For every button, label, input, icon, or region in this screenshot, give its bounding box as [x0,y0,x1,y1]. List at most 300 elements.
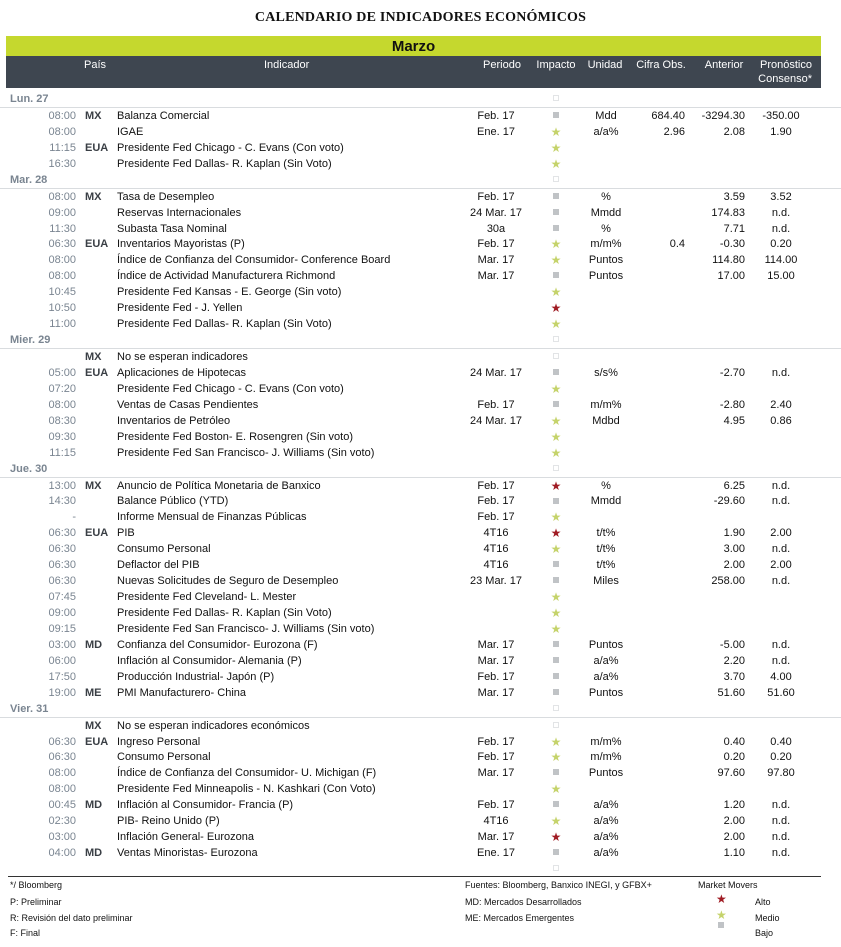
table-row [0,845,841,861]
table-row [0,189,841,205]
cifra-cell: 684.40 [651,109,685,122]
period-cell: 4T16 [483,527,509,540]
col-indicador: Indicador [264,59,310,71]
time-cell: 14:30 [48,495,76,508]
indicator-cell: PIB [117,527,135,540]
period-cell: 24 Mar. 17 [470,414,522,427]
indicator-cell: Inflación al Consumidor- Francia (P) [117,799,294,812]
table-row [0,797,841,813]
indicator-cell: Índice de Actividad Manufacturera Richmond [117,270,336,283]
time-cell: 11:15 [49,446,76,459]
col-impacto: Impacto [536,59,576,71]
impact-medio-star-icon: ★ [550,750,562,765]
time-cell: 13:00 [48,479,76,492]
impact-bajo-square-icon [546,797,566,813]
period-cell: Feb. 17 [477,799,515,812]
pronostico-cell: 97.80 [767,767,795,780]
pronostico-cell: 15.00 [767,270,795,283]
unit-cell: % [601,479,611,492]
page-title: CALENDARIO DE INDICADORES ECONÓMICOS [254,10,587,25]
day-row [0,91,841,108]
unit-cell: Mdbd [592,414,620,427]
table-row [0,381,841,397]
table-row [0,605,841,621]
unit-cell: a/a% [593,670,619,683]
anterior-cell: 3.59 [723,190,745,203]
time-cell: 08:00 [48,125,76,138]
indicator-cell: PIB- Reino Unido (P) [117,815,220,828]
footer [8,876,821,938]
period-cell: Feb. 17 [477,495,515,508]
anterior-cell: 3.00 [723,543,745,556]
legend-bajo: Bajo [755,928,774,938]
period-cell: Feb. 17 [477,398,515,411]
impact-bajo-square-icon [546,205,566,221]
time-cell: 08:00 [48,783,76,796]
indicator-cell: Inventarios de Petróleo [117,414,231,427]
pronostico-cell: n.d. [771,206,791,219]
unit-cell: a/a% [593,125,619,138]
impact-bajo-square-icon [546,365,566,381]
table-row [0,252,841,268]
country-cell: MX [85,719,102,732]
unit-cell: % [601,222,611,235]
anterior-cell: 1.90 [723,527,745,540]
table-row [0,205,841,221]
cifra-cell: 2.96 [663,125,685,138]
pronostico-cell: 51.60 [767,686,795,699]
indicator-cell: Subasta Tasa Nominal [117,222,227,235]
anterior-cell: -0.30 [719,238,745,251]
period-cell: Mar. 17 [477,270,515,283]
table-row [0,653,841,669]
indicator-cell: Presidente Fed Kansas - E. George (Sin voto) [117,286,342,299]
day-row [0,172,841,189]
period-cell: 4T16 [483,559,509,572]
period-cell: Ene. 17 [477,847,515,860]
impact-bajo-square-icon [546,268,566,284]
indicator-cell: Presidente Fed Cleveland- L. Mester [117,591,297,604]
impact-medio-star-icon: ★ [550,253,562,268]
impact-medio-star-icon: ★ [550,317,562,332]
unit-cell: a/a% [593,654,619,667]
footnote-revision: R: Revisión del dato preliminar [10,913,133,923]
unit-cell: t/t% [596,543,616,556]
indicator-cell: Deflactor del PIB [117,559,200,572]
country-cell: EUA [85,735,109,748]
pronostico-cell: 4.00 [770,670,792,683]
pronostico-cell: n.d. [771,575,791,588]
anterior-cell: 7.71 [723,222,745,235]
country-cell: MX [85,479,102,492]
unit-cell: a/a% [593,847,619,860]
table-row [0,365,841,381]
table-row [0,397,841,413]
impact-medio-star-icon: ★ [550,782,562,797]
country-cell: MX [85,351,102,363]
day-label: Lun. 27 [10,93,49,105]
col-unidad: Unidad [587,59,623,71]
pronostico-cell: n.d. [771,222,791,235]
impact-medio-star-icon: ★ [550,606,562,620]
day-row [0,332,841,349]
footnote-preliminar: P: Preliminar [10,897,62,907]
table-row [0,236,841,252]
indicator-cell: Presidente Fed San Francisco- J. Williams (Sin voto) [117,622,375,635]
time-cell: 06:30 [48,735,76,748]
country-cell: MD [85,847,103,860]
indicator-cell: Nuevas Solicitudes de Seguro de Desempleo [117,575,339,588]
cifra-cell: 0.4 [669,238,685,251]
impact-alto-star-icon: ★ [550,301,562,316]
impact-bajo-square-icon [546,765,566,781]
period-cell: Feb. 17 [477,735,515,748]
anterior-cell: 97.60 [717,767,745,780]
table-row [0,493,841,509]
unit-cell: m/m% [590,238,622,251]
indicator-cell: Tasa de Desempleo [117,190,215,203]
pronostico-cell: n.d. [771,831,791,844]
unit-cell: Puntos [588,638,624,651]
table-row [0,525,841,541]
unit-cell: t/t% [596,559,616,572]
table-row [0,669,841,685]
time-cell: 06:30 [48,751,76,764]
anterior-cell: 1.10 [723,847,745,860]
impact-empty-icon [546,91,566,107]
table-row [0,813,841,829]
impact-medio-star-icon: ★ [550,156,562,171]
anterior-cell: 4.95 [723,414,745,427]
indicator-cell: No se esperan indicadores [117,351,248,363]
time-cell: 08:00 [48,190,76,203]
legend-title: Market Movers [698,880,758,890]
impact-medio-star-icon: ★ [550,445,562,460]
pronostico-cell: n.d. [771,654,791,667]
anterior-cell: -3294.30 [701,109,745,122]
unit-cell: m/m% [590,735,622,748]
impact-alto-star-icon: ★ [550,478,562,493]
table-row [0,749,841,765]
impact-bajo-square-icon [546,108,566,124]
table-row [0,621,841,637]
impact-bajo-square-icon [546,685,566,701]
pronostico-cell: n.d. [771,543,791,556]
table-row [0,734,841,750]
pronostico-cell: 0.86 [770,414,792,427]
footnote-fuentes: Fuentes: Bloomberg, Banxico INEGI, y GFBX+ [465,880,652,890]
legend-alto: Alto [755,897,771,907]
pronostico-cell: 0.40 [770,735,792,748]
table-row [0,140,841,156]
table-row [0,108,841,124]
impact-medio-star-icon: ★ [550,124,562,139]
table-row [0,413,841,429]
anterior-cell: 0.20 [723,751,745,764]
table-row [0,829,841,845]
unit-cell: Mdd [595,109,617,122]
impact-medio-star-icon: ★ [550,413,562,428]
pronostico-cell: n.d. [771,366,791,379]
impact-empty-icon [546,172,566,188]
table-row [0,685,841,701]
unit-cell: Puntos [588,254,624,267]
indicator-cell: Presidente Fed Minneapolis - N. Kashkari (Con Voto) [117,783,376,796]
time-cell: 19:00 [48,686,76,699]
time-cell: 11:00 [49,318,76,331]
period-cell: 24 Mar. 17 [470,206,522,219]
indicator-cell: Informe Mensual de Finanzas Públicas [117,511,307,524]
period-cell: 24 Mar. 17 [470,366,522,379]
impact-alto-star-icon: ★ [550,526,562,541]
day-row [0,701,841,718]
impact-medio-star-icon: ★ [550,429,562,444]
table-row [0,557,841,573]
indicator-cell: Inflación General- Eurozona [117,831,254,844]
pronostico-cell: 1.90 [770,125,792,138]
anterior-cell: 6.25 [723,479,745,492]
anterior-cell: 17.00 [717,270,745,283]
pronostico-cell: 2.00 [770,559,792,572]
table-row [0,861,841,877]
unit-cell: a/a% [593,815,619,828]
time-cell: 06:30 [48,238,76,251]
time-cell: 08:00 [48,398,76,411]
anterior-cell: 2.08 [723,125,745,138]
period-cell: Mar. 17 [477,767,515,780]
time-cell: 10:45 [48,286,76,299]
indicator-cell: Presidente Fed Chicago - C. Evans (Con voto) [117,141,344,154]
table-row [0,268,841,284]
day-label: Vier. 31 [10,702,49,715]
legend-bajo-icon [718,922,724,928]
impact-medio-star-icon: ★ [550,542,562,557]
day-label: Jue. 30 [10,462,48,475]
indicator-cell: Producción Industrial- Japón (P) [117,670,275,683]
indicator-cell: Ventas Minoristas- Eurozona [117,847,258,860]
time-cell: 08:30 [48,414,76,427]
unit-cell: Mmdd [590,495,622,508]
table-row [0,765,841,781]
country-cell: MD [85,638,103,651]
impact-bajo-square-icon [546,557,566,573]
indicator-cell: PMI Manufacturero- China [117,686,246,699]
unit-cell: % [601,190,611,203]
indicator-cell: Balanza Comercial [117,109,210,122]
impact-bajo-square-icon [546,669,566,685]
pronostico-cell: n.d. [771,815,791,828]
footnote-md: MD: Mercados Desarrollados [465,897,582,907]
time-cell: 06:30 [48,543,76,556]
anterior-cell: -2.70 [719,366,745,379]
legend-medio: Medio [755,913,780,923]
col-consenso: Consenso* [758,73,812,85]
unit-cell: m/m% [590,751,622,764]
unit-cell: Puntos [588,270,624,283]
period-cell: Feb. 17 [477,670,515,683]
time-cell: 06:30 [48,575,76,588]
col-pais: País [84,59,107,71]
period-cell: Feb. 17 [477,190,515,203]
day-label: Mier. 29 [10,334,51,347]
unit-cell: Miles [593,575,619,588]
pronostico-cell: n.d. [771,479,791,492]
period-cell: Ene. 17 [477,125,515,138]
anterior-cell: -29.60 [713,495,745,508]
table-row [0,445,841,461]
period-cell: 4T16 [483,815,509,828]
table-row [0,316,841,332]
time-cell: 09:30 [48,430,76,443]
period-cell: 23 Mar. 17 [470,575,522,588]
table-row [0,300,841,316]
time-cell: 11:30 [49,222,76,235]
impact-medio-star-icon: ★ [550,621,562,636]
pronostico-cell: 2.40 [770,398,792,411]
unit-cell: a/a% [593,799,619,812]
anterior-cell: -2.80 [719,398,745,411]
period-cell: Mar. 17 [477,831,515,844]
footnote-me: ME: Mercados Emergentes [465,913,575,923]
period-cell: Mar. 17 [477,254,515,267]
pronostico-cell: 2.00 [770,527,792,540]
footnote-bloomberg: */ Bloomberg [10,880,63,890]
indicator-cell: Inventarios Mayoristas (P) [117,238,245,251]
impact-bajo-square-icon [546,493,566,509]
impact-medio-star-icon: ★ [550,237,562,252]
country-cell: EUA [85,527,109,540]
pronostico-cell: n.d. [771,495,791,508]
time-cell: 04:00 [48,847,76,860]
time-cell: 07:20 [48,382,76,395]
unit-cell: t/t% [596,527,616,540]
indicator-cell: Ventas de Casas Pendientes [117,398,259,411]
time-cell: 11:15 [49,141,76,154]
time-cell: 17:50 [48,670,76,683]
impact-medio-star-icon: ★ [550,814,562,829]
table-row [0,221,841,237]
table-row [0,429,841,445]
time-cell: 08:00 [48,254,76,267]
col-cifra: Cifra Obs. [636,59,686,71]
table-row [0,637,841,653]
anterior-cell: 174.83 [711,206,745,219]
impact-bajo-square-icon [546,573,566,589]
anterior-cell: 0.40 [723,735,745,748]
unit-cell: a/a% [593,831,619,844]
time-cell: 03:00 [48,831,76,844]
indicator-cell: Consumo Personal [117,751,211,764]
indicator-cell: Presidente Fed Dallas- R. Kaplan (Sin Voto) [117,157,332,170]
indicator-cell: Confianza del Consumidor- Eurozona (F) [117,638,318,651]
indicator-cell: Consumo Personal [117,543,211,556]
time-cell: 06:30 [48,559,76,572]
impact-medio-star-icon: ★ [550,510,562,525]
country-cell: MX [85,109,102,122]
period-cell: Mar. 17 [477,686,515,699]
pronostico-cell: 0.20 [770,238,792,251]
anterior-cell: 2.00 [723,559,745,572]
table-row [0,478,841,494]
time-cell: 08:00 [48,767,76,780]
table-row [0,718,841,734]
pronostico-cell: -350.00 [762,109,800,122]
anterior-cell: 3.70 [723,670,745,683]
time-cell: 02:30 [48,815,76,828]
table-row [0,573,841,589]
time-cell: 00:45 [48,799,76,812]
time-cell: 06:00 [48,654,76,667]
indicator-cell: Presidente Fed San Francisco- J. Williams (Sin voto) [117,446,375,459]
table-row [0,284,841,300]
country-cell: EUA [85,141,109,154]
impact-medio-star-icon: ★ [550,381,562,396]
impact-medio-star-icon: ★ [550,285,562,300]
calendar-table [0,91,841,877]
impact-empty-icon [546,461,566,477]
impact-bajo-square-icon [546,397,566,413]
indicator-cell: No se esperan indicadores económicos [117,719,310,732]
country-cell: ME [85,686,102,699]
country-cell: EUA [85,238,109,251]
period-cell: Feb. 17 [477,238,515,251]
indicator-cell: Ingreso Personal [117,735,201,748]
indicator-cell: Índice de Confianza del Consumidor- Conference Board [117,254,391,267]
anterior-cell: 2.20 [723,654,745,667]
time-cell: 06:30 [48,527,76,540]
table-row [0,509,841,525]
period-cell: 4T16 [483,543,509,556]
impact-bajo-square-icon [546,189,566,205]
col-pronostico: Pronóstico [760,59,812,71]
table-row [0,781,841,797]
period-cell: Mar. 17 [477,638,515,651]
period-cell: Feb. 17 [477,751,515,764]
impact-bajo-square-icon [546,845,566,861]
pronostico-cell: 0.20 [770,751,792,764]
unit-cell: s/s% [594,366,618,379]
time-cell: 09:15 [48,622,76,635]
pronostico-cell: 3.52 [770,190,792,203]
legend-medio-icon: ★ [716,908,727,922]
period-cell: 30a [486,222,506,235]
time-cell: 08:00 [48,270,76,283]
pronostico-cell: n.d. [771,638,791,651]
time-cell: 08:00 [48,109,76,122]
day-row [0,461,841,478]
col-anterior: Anterior [704,59,744,71]
impact-medio-star-icon: ★ [550,590,562,605]
country-cell: EUA [85,366,109,379]
country-cell: MD [85,799,103,812]
anterior-cell: -5.00 [719,638,745,651]
anterior-cell: 258.00 [711,575,745,588]
impact-empty-icon [546,861,566,877]
country-cell: MX [85,190,102,203]
period-cell: Feb. 17 [477,511,515,524]
indicator-cell: Presidente Fed Chicago - C. Evans (Con voto) [117,382,344,395]
anterior-cell: 114.80 [712,254,745,267]
legend-alto-icon: ★ [716,892,727,906]
pronostico-cell: n.d. [771,799,791,812]
impact-alto-star-icon: ★ [550,830,562,845]
time-cell: 09:00 [48,206,76,219]
indicator-cell: Aplicaciones de Hipotecas [117,366,247,379]
day-label: Mar. 28 [10,173,48,186]
unit-cell: Mmdd [590,206,622,219]
footnote-final: F: Final [10,928,41,938]
anterior-cell: 51.60 [717,686,745,699]
